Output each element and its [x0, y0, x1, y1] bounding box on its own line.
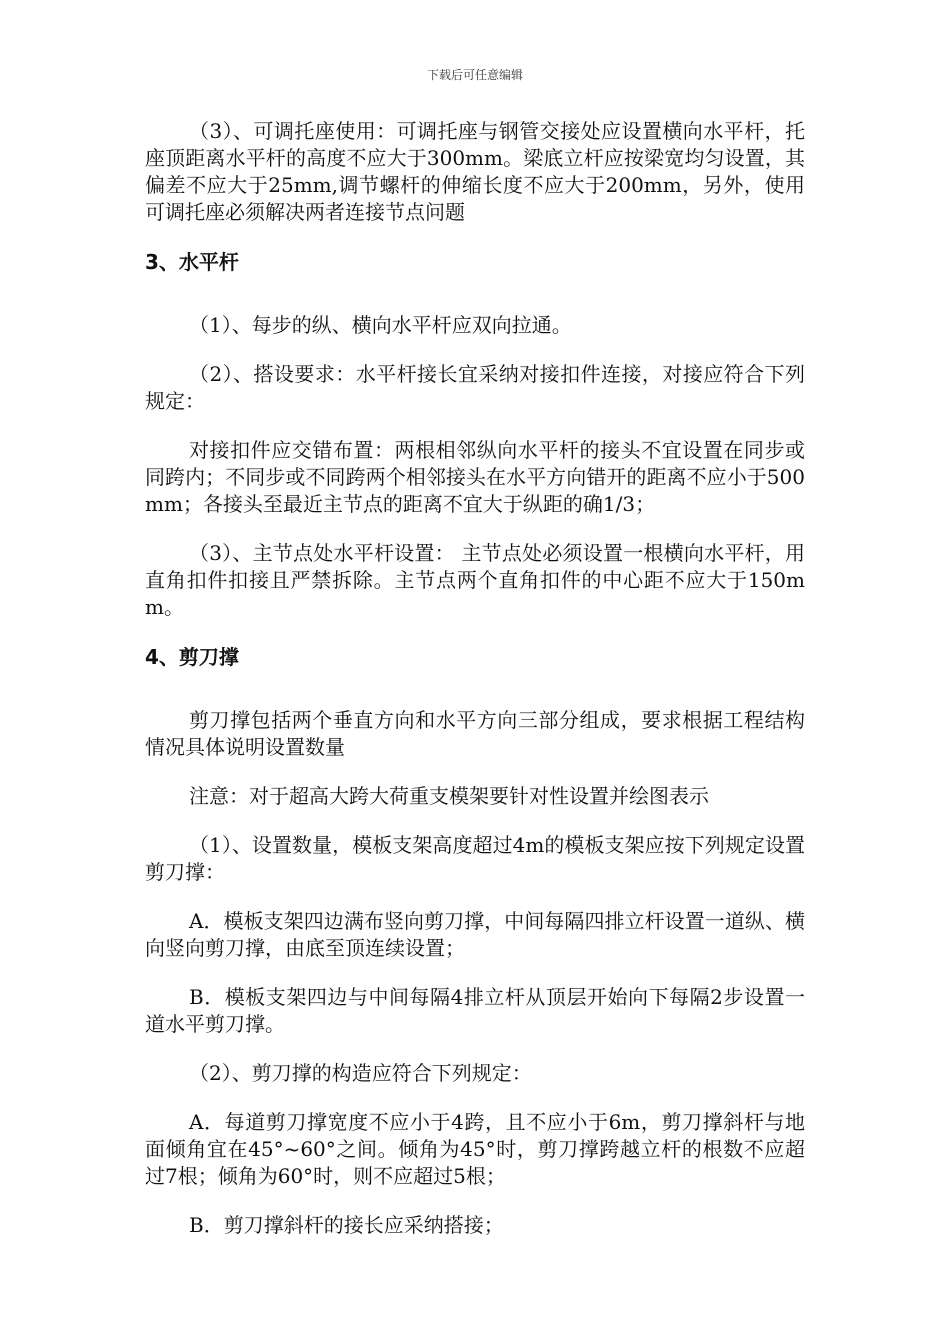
paragraph-main-node-bar: （3）、主节点处水平杆设置： 主节点处必须设置一根横向水平杆，用直角扣件扣接且严禁拆除。主节点两个直角扣件的中心距不应大于150mm。: [145, 541, 805, 619]
section-heading-horizontal-bar: 3、水平杆: [145, 250, 239, 274]
paragraph-adjustable-support: （3）、可调托座使用：可调托座与钢管交接处应设置横向水平杆，托座顶距离水平杆的高度不应大于300mm。梁底立杆应按梁宽均匀设置，其偏差不应大于25mm,调节螺杆的伸缩长度不应大于200mm，另外，使用可调托座必须解决两者连接节点问题: [145, 119, 805, 224]
paragraph-scissor-brace-composition: 剪刀撑包括两个垂直方向和水平方向三部分组成，要求根据工程结构情况具体说明设置数量: [145, 708, 805, 759]
page-header-note: 下载后可任意编辑: [426, 68, 523, 82]
paragraph-note: 注意：对于超高大跨大荷重支模架要针对性设置并绘图表示: [189, 784, 709, 808]
paragraph-item-b-lap-joint: B．剪刀撑斜杆的接长应采纳搭接；: [189, 1213, 504, 1237]
paragraph-item-a-vertical: A．模板支架四边满布竖向剪刀撑，中间每隔四排立杆设置一道纵、横向竖向剪刀撑，由底至顶连续设置；: [145, 909, 805, 960]
paragraph-bidirectional-bars: （1）、每步的纵、横向水平杆应双向拉通。: [189, 313, 572, 337]
paragraph-construction-rules: （2）、剪刀撑的构造应符合下列规定：: [189, 1061, 532, 1085]
paragraph-quantity-setting: （1）、设置数量，模板支架高度超过4m的模板支架应按下列规定设置剪刀撑：: [145, 833, 805, 884]
paragraph-item-a-width-angle: A．每道剪刀撑宽度不应小于4跨，且不应小于6m，剪刀撑斜杆与地面倾角宜在45°~60°之间。倾角为45°时，剪刀撑跨越立杆的根数不应超过7根；倾角为60°时，则不应超过5根；: [145, 1110, 805, 1188]
paragraph-erection-requirements: （2）、搭设要求：水平杆接长宜采纳对接扣件连接，对接应符合下列规定：: [145, 362, 805, 413]
section-heading-scissor-brace: 4、剪刀撑: [145, 645, 239, 669]
paragraph-butt-fastener-layout: 对接扣件应交错布置：两根相邻纵向水平杆的接头不宜设置在同步或同跨内；不同步或不同跨两个相邻接头在水平方向错开的距离不应小于500mm；各接头至最近主节点的距离不宜大于纵距的确1/3；: [145, 438, 805, 516]
document-body: [145, 118, 805, 1239]
paragraph-item-b-horizontal: B．模板支架四边与中间每隔4排立杆从顶层开始向下每隔2步设置一道水平剪刀撑。: [145, 985, 805, 1036]
